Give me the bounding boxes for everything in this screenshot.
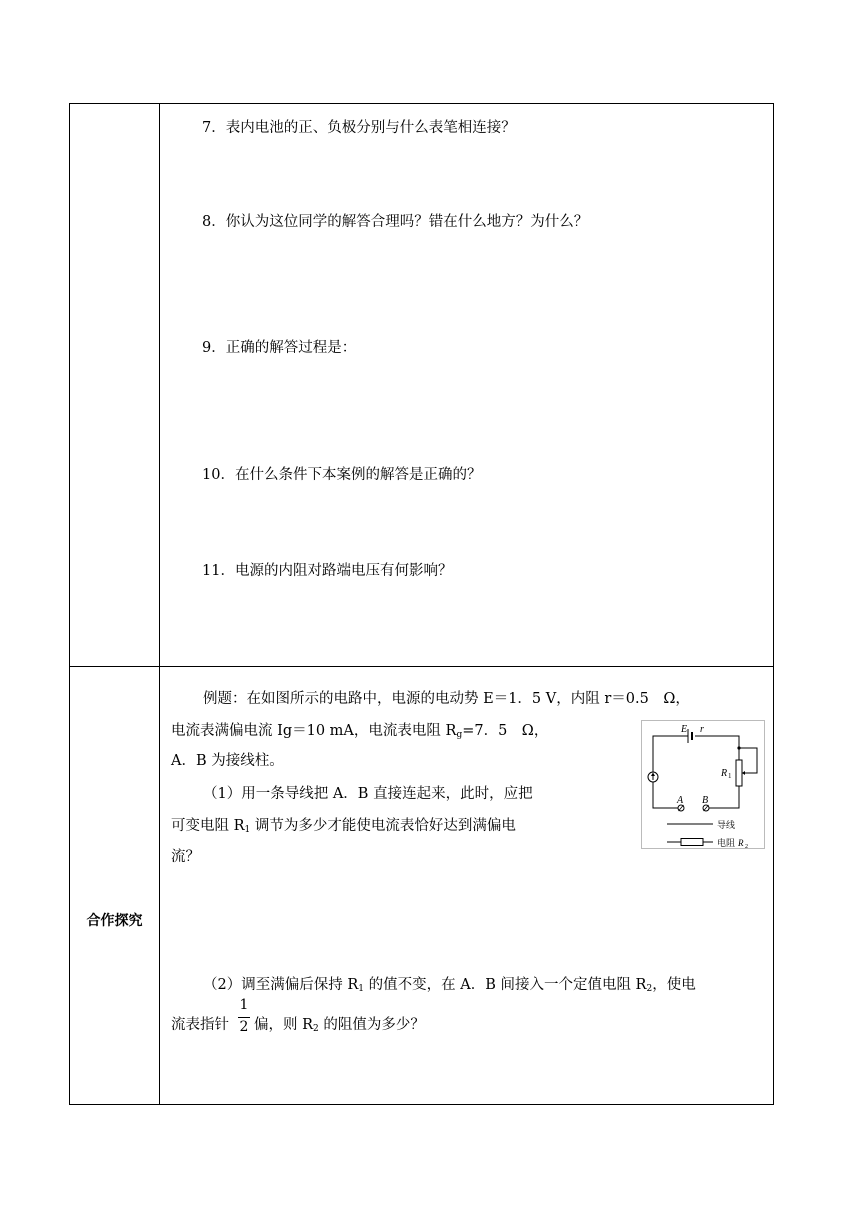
r1-subscript: 1 (728, 772, 732, 780)
example-line-1: 例题：在如图所示的电路中，电源的电动势 E＝1．5 V，内阻 r＝0.5 Ω， (203, 691, 690, 707)
worksheet-table (69, 103, 774, 1105)
fraction-bar (238, 1017, 250, 1018)
circuit-diagram (641, 720, 765, 849)
internal-resistance-label: r (700, 724, 704, 735)
example-line-3: A．B 为接线柱。 (171, 753, 284, 769)
terminal-b-label: B (702, 795, 709, 806)
terminal-a-label: A (677, 795, 684, 806)
fraction-numerator: 1 (239, 997, 249, 1013)
fraction-denominator: 2 (239, 1019, 249, 1035)
part1-line-3: 流？ (171, 849, 200, 865)
legend-resistor-symbol: R (738, 838, 744, 848)
part1-line-1: （1）用一条导线把 A．B 直接连起来，此时，应把 (203, 786, 533, 802)
diagram-frame (642, 721, 765, 849)
part2-line-2-pre: 流表指针 (171, 1017, 229, 1033)
legend-resistor-text: 电阻 (717, 839, 736, 849)
part1-line-2: 可变电阻 $R_1$ 调节为多少才能使电流表恰好达到满偏电 (171, 818, 516, 835)
fraction-one-half (238, 997, 250, 1035)
legend-resistor-icon (681, 839, 703, 846)
emf-label: E (681, 724, 688, 735)
question-11: 11．电源的内阻对路端电压有何影响？ (202, 563, 453, 579)
r1-label: R (721, 768, 728, 779)
question-7: 7．表内电池的正、负极分别与什么表笔相连接？ (202, 120, 516, 136)
part2-line-2-post: 偏，则 $R_2$ 的阻值为多少？ (254, 1017, 425, 1034)
legend-wire-text: 导线 (717, 821, 736, 831)
question-10: 10．在什么条件下本案例的解答是正确的？ (202, 467, 482, 483)
legend-resistor-subscript: 2 (745, 844, 748, 849)
question-9: 9．正确的解答过程是： (202, 340, 357, 356)
part2-line-1: （2）调至满偏后保持 $R_1$ 的值不变，在 A．B 间接入一个定值电阻 $R_2$，使电 (203, 977, 696, 994)
example-line-2: 电流表满偏电流 Ig＝10 mA，电流表电阻 $R_g=7$．5 Ω， (171, 723, 549, 740)
section-label: 合作探究 (86, 913, 143, 929)
question-8: 8．你认为这位同学的解答合理吗？错在什么地方？为什么？ (202, 214, 589, 230)
junction-dot (737, 746, 740, 749)
column-divider (159, 104, 160, 1104)
r1-resistor-icon (736, 760, 742, 786)
row-divider (70, 666, 773, 667)
